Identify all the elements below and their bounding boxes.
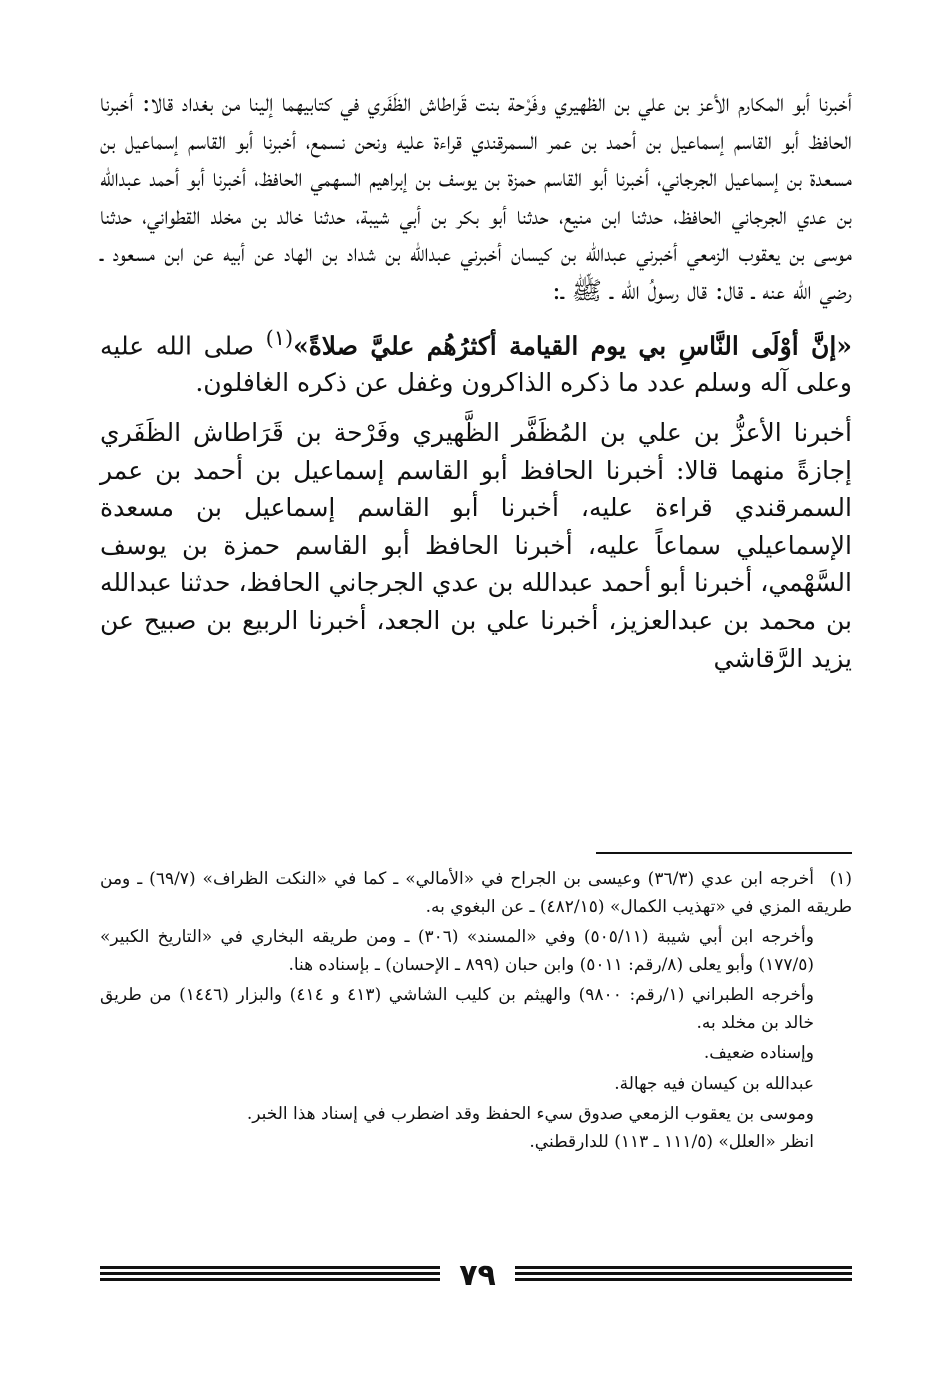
footnote-ref[interactable]: (١) xyxy=(265,325,294,350)
hadith-text: «إنَّ أوْلَى النَّاسِ بي يوم القيامة أكثرُهُم عليَّ صلاةً» xyxy=(293,330,852,360)
paragraph-hadith-rest: صلى الله عليه وعلى آله وسلم عدد ما ذكره الذاكرون وغفل عن ذكره الغافلون. xyxy=(100,330,852,398)
footer-rule-left xyxy=(100,1266,440,1288)
page-number: ٧٩ xyxy=(459,1258,496,1293)
paragraph-hadith xyxy=(100,320,852,403)
footnote-number: (١) xyxy=(829,869,852,889)
footnotes xyxy=(100,866,852,1156)
footnote-line: وموسى بن يعقوب الزمعي صدوق سيء الحفظ وقد اضطرب في إسناد هذا الخبر. xyxy=(246,1104,814,1124)
footnote-line: وأخرجه الطبراني (١/رقم: ٩٨٠٠) والهيثم بن كليب الشاشي (٤١٣ و ٤١٤) والبزار (١٤٤٦) من طريق خالد بن مخلد به. xyxy=(100,985,814,1033)
paragraph-isnad-2: أخبرنا الأعزُّ بن علي بن المُظَفَّر الظَّهيري وفَرْحة بن قَرَاطاش الظَفَري إجازةً منهما قالا: أخبرنا الحافظ أبو القاسم إسماعيل بن أحمد بن عمر السمرقندي قراءة عليه، أخبرنا أبو القاسم إسماعيل بن مسعدة الإسماعيلي سماعاً عليه، أخبرنا الحافظ أبو القاسم حمزة بن يوسف السَّهْمي، أخبرنا أبو أحمد عبدالله بن عدي الجرجاني الحافظ، حدثنا عبدالله بن محمد بن عبدالعزيز، أخبرنا علي بن الجعد، أخبرنا الربيع بن صبيح عن يزيد الرَّقاشي xyxy=(100,418,852,673)
footnote-line: عبدالله بن كيسان فيه جهالة. xyxy=(614,1073,814,1094)
footnote-line: وأخرجه ابن أبي شيبة (٥٠٥/١١) وفي «المسند» (٣٠٦) ـ ومن طريقه البخاري في «التاريخ الكبير» (١٧٧/٥) وأبو يعلى (٨/رقم: ٥٠١١) وابن حبان (٨٩٩ ـ الإحسان) ـ بإسناده هنا. xyxy=(100,927,814,975)
footnote-separator xyxy=(596,852,852,854)
paragraph-isnad-1: أخبرنا أبو المكارم الأعز بن علي بن الظهيري وفَرْحة بنت قَراطاش الظَفَري في كتابيهما إلينا من بغداد قالا: أخبرنا الحافظ أبو القاسم إسماعيل بن أحمد بن عمر السمرقندي قراءة عليه ونحن نسمع، أخبرنا أبو القاسم إسماعيل بن مسعدة بن إسماعيل الجرجاني، أخبرنا أبو القاسم حمزة بن يوسف بن إبراهيم السهمي الحافظ، أخبرنا أبو أحمد عبدالله بن عدي الجرجاني الحافظ، حدثنا ابن منيع، حدثنا أبو بكر بن أبي شيبة، حدثنا خالد بن مخلد القطواني، حدثنا موسى بن يعقوب الزمعي أخبرني عبدالله بن كيسان أخبرني عبدالله بن شداد بن الهاد عن أبيه عن ابن مسعود ـ رضي الله عنه ـ قال: قال رسولُ الله ـ ﷺ ـ: xyxy=(100,88,852,305)
main-text xyxy=(100,84,852,677)
footnote-line: وإسناده ضعيف. xyxy=(703,1043,814,1063)
footnote-line: أخرجه ابن عدي (٣٦/٣) وعيسى بن الجراح في «الأمالي» ـ كما في «النكت الظراف» (٦٩/٧) ـ ومن طريقه المزي في «تهذيب الكمال» (٤٨٢/١٥) ـ عن البغوي به. xyxy=(100,869,852,917)
footer-rule-right xyxy=(515,1266,852,1288)
footnote-line: انظر «العلل» (١١١/٥ ـ ١١٣) للدارقطني. xyxy=(529,1131,814,1152)
footnote-1 xyxy=(100,866,852,921)
